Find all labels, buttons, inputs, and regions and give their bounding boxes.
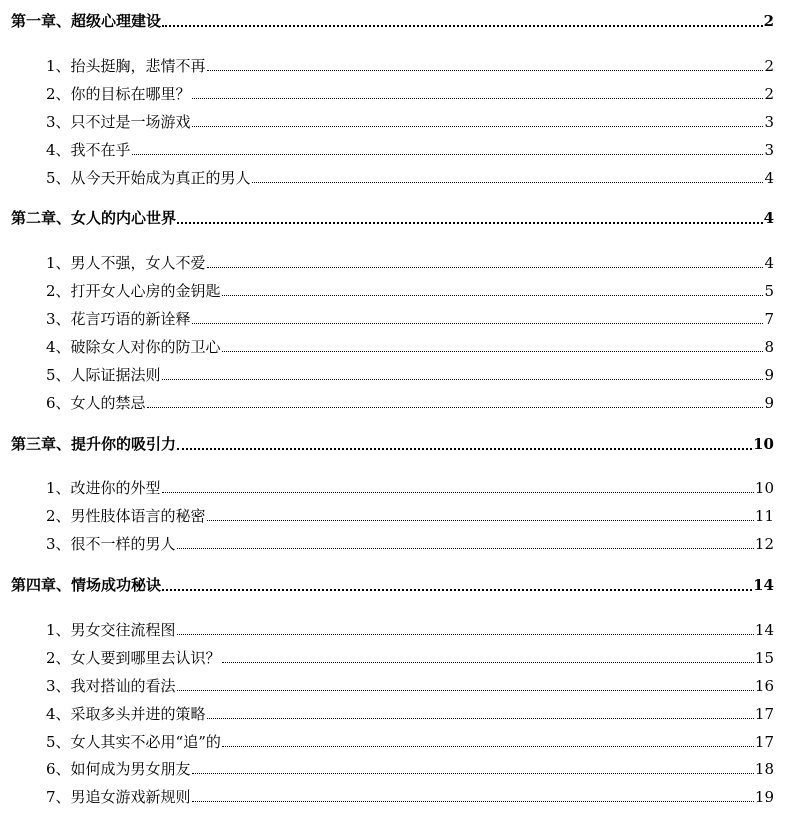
section-title: 2、女人要到哪里去认识？ <box>46 649 221 667</box>
page-number: 3 <box>764 141 774 159</box>
dot-leader <box>207 520 754 521</box>
page-number: 19 <box>754 788 774 806</box>
section-entry[interactable] <box>46 735 774 750</box>
section-title: 2、你的目标在哪里？ <box>46 85 191 103</box>
section-title: 1、男人不强，女人不爱 <box>46 254 206 272</box>
dot-leader <box>207 70 764 71</box>
dot-leader <box>192 773 754 774</box>
dot-leader <box>162 25 763 27</box>
dot-leader <box>222 295 764 296</box>
page-number: 4 <box>764 254 774 272</box>
section-entry[interactable] <box>46 171 774 186</box>
dot-leader <box>177 634 754 635</box>
section-entry[interactable] <box>46 284 774 299</box>
chapter-entry[interactable] <box>11 14 774 29</box>
dot-leader <box>177 690 754 691</box>
section-title: 4、采取多头并进的策略 <box>46 705 206 723</box>
chapter-title: 第一章、超级心理建设 <box>11 12 162 30</box>
section-entry[interactable] <box>46 59 774 74</box>
dot-leader <box>192 801 754 802</box>
dot-leader <box>177 548 754 549</box>
dot-leader <box>177 222 763 224</box>
page-number: 4 <box>763 209 774 227</box>
section-entry[interactable] <box>46 651 774 666</box>
section-entry[interactable] <box>46 537 774 552</box>
section-entry[interactable] <box>46 340 774 355</box>
section-entry[interactable] <box>46 368 774 383</box>
section-title: 3、只不过是一场游戏 <box>46 113 191 131</box>
section-entry[interactable] <box>46 509 774 524</box>
dot-leader <box>192 98 764 99</box>
dot-leader <box>192 323 764 324</box>
page-number: 4 <box>764 169 774 187</box>
chapter-title: 第二章、女人的内心世界 <box>11 209 177 227</box>
page-number: 14 <box>754 621 774 639</box>
dot-leader <box>162 492 754 493</box>
page-number: 5 <box>764 282 774 300</box>
dot-leader <box>192 126 764 127</box>
page-number: 10 <box>754 479 774 497</box>
section-title: 1、改进你的外型 <box>46 479 161 497</box>
section-title: 7、男追女游戏新规则 <box>46 788 191 806</box>
dot-leader <box>132 154 764 155</box>
section-entry[interactable] <box>46 679 774 694</box>
section-title: 1、男女交往流程图 <box>46 621 176 639</box>
section-entry[interactable] <box>46 623 774 638</box>
chapter-entry[interactable] <box>11 211 774 226</box>
section-title: 6、如何成为男女朋友 <box>46 760 191 778</box>
section-title: 3、很不一样的男人 <box>46 535 176 553</box>
chapter-title: 第四章、情场成功秘诀 <box>11 576 162 594</box>
page-number: 18 <box>754 760 774 778</box>
section-entry[interactable] <box>46 312 774 327</box>
section-entry[interactable] <box>46 115 774 130</box>
page-number: 9 <box>764 394 774 412</box>
page-number: 17 <box>754 733 774 751</box>
dot-leader <box>222 746 754 747</box>
chapter-title: 第三章、提升你的吸引力 <box>11 435 177 453</box>
dot-leader <box>252 182 764 183</box>
section-entry[interactable] <box>46 481 774 496</box>
dot-leader <box>222 351 764 352</box>
page-number: 10 <box>753 435 774 453</box>
section-title: 2、男性肢体语言的秘密 <box>46 507 206 525</box>
section-title: 4、我不在乎 <box>46 141 131 159</box>
section-entry[interactable] <box>46 790 774 805</box>
section-entry[interactable] <box>46 762 774 777</box>
page-number: 14 <box>753 576 774 594</box>
section-title: 5、女人其实不必用“追”的 <box>46 733 221 751</box>
section-title: 6、女人的禁忌 <box>46 394 146 412</box>
dot-leader <box>177 448 752 450</box>
page-number: 16 <box>754 677 774 695</box>
section-title: 2、打开女人心房的金钥匙 <box>46 282 221 300</box>
page-number: 12 <box>754 535 774 553</box>
section-entry[interactable] <box>46 396 774 411</box>
page-number: 8 <box>764 338 774 356</box>
section-entry[interactable] <box>46 256 774 271</box>
dot-leader <box>147 407 764 408</box>
chapter-entry[interactable] <box>11 437 774 452</box>
chapter-entry[interactable] <box>11 578 774 593</box>
section-title: 3、花言巧语的新诠释 <box>46 310 191 328</box>
page-number: 3 <box>764 113 774 131</box>
dot-leader <box>222 662 754 663</box>
page-number: 2 <box>763 12 774 30</box>
page-number: 11 <box>754 507 774 525</box>
section-title: 3、我对搭讪的看法 <box>46 677 176 695</box>
section-entry[interactable] <box>46 87 774 102</box>
dot-leader <box>162 379 764 380</box>
section-entry[interactable] <box>46 707 774 722</box>
page-number: 15 <box>754 649 774 667</box>
dot-leader <box>207 267 764 268</box>
page-number: 2 <box>764 57 774 75</box>
section-title: 5、人际证据法则 <box>46 366 161 384</box>
page-number: 17 <box>754 705 774 723</box>
section-title: 4、破除女人对你的防卫心 <box>46 338 221 356</box>
page-number: 2 <box>764 85 774 103</box>
page-number: 7 <box>764 310 774 328</box>
section-entry[interactable] <box>46 143 774 158</box>
dot-leader <box>162 589 752 591</box>
dot-leader <box>207 718 754 719</box>
section-title: 5、从今天开始成为真正的男人 <box>46 169 251 187</box>
page-number: 9 <box>764 366 774 384</box>
section-title: 1、抬头挺胸，悲情不再 <box>46 57 206 75</box>
